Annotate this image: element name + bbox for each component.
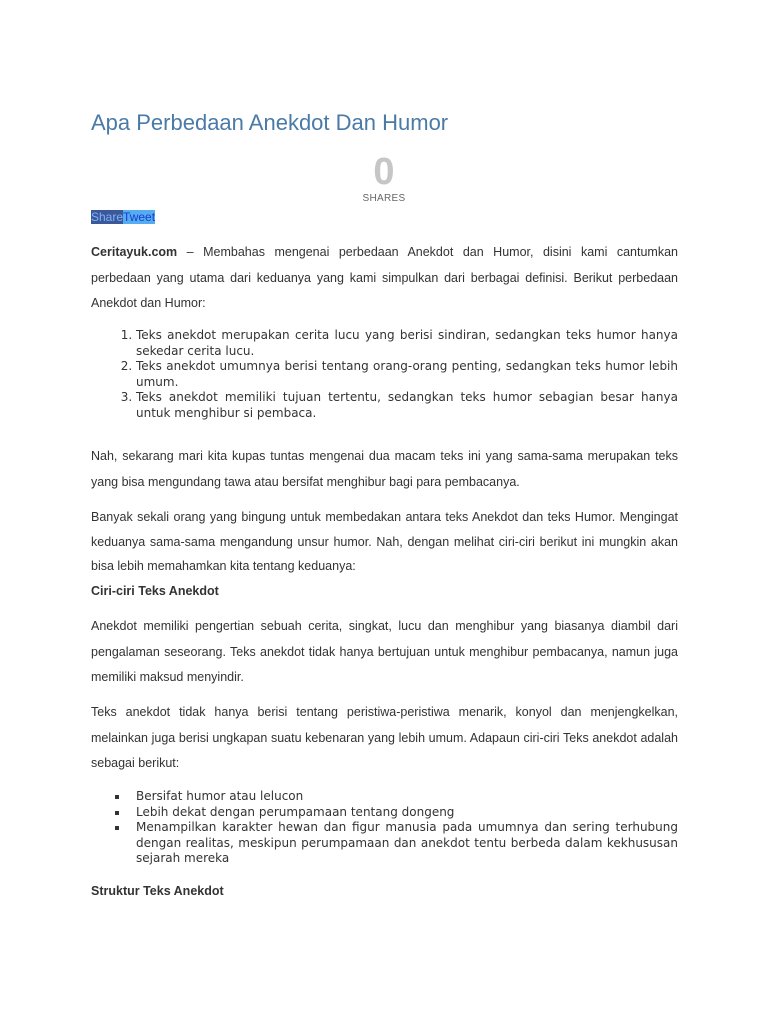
bullet-icon [115, 795, 119, 799]
list-item: 2. Teks anekdot umumnya berisi tentang orang-orang penting, sedangkan teks humor lebih umum. [136, 359, 678, 390]
list-item [136, 805, 678, 821]
paragraph-4: Anekdot memiliki pengertian sebuah cerita, singkat, lucu dan menghibur yang biasanya diambil dari pengalaman seseorang. Teks anekdot tidak hanya bertujuan untuk menghibur pembacanya, namun juga memiliki maksud menyindir. [91, 619, 678, 684]
intro-text: – Membahas mengenai perbedaan Anekdot dan Humor, disini kami cantumkan perbedaan yang utama dari keduanya yang kami simpulkan dari berbagai definisi. Berikut perbedaan Anekdot dan Humor: [91, 245, 678, 310]
list-item: 1. Teks anekdot merupakan cerita lucu yang berisi sindiran, sedangkan teks humor hanya sekedar cerita lucu. [136, 328, 678, 359]
bullet-icon [115, 826, 119, 830]
page-title: Apa Perbedaan Anekdot Dan Humor [91, 110, 449, 135]
paragraph-2: Nah, sekarang mari kita kupas tuntas mengenai dua macam teks ini yang sama-sama merupakan teks yang bisa mengundang tawa atau bersifat menghibur bagi para pembacanya. [91, 449, 678, 489]
characteristics-list [91, 789, 678, 867]
section-heading-struktur: Struktur Teks Anekdot [91, 884, 224, 898]
list-item-text: Lebih dekat dengan perumpamaan tentang dongeng [136, 804, 455, 819]
tweet-button[interactable]: Tweet [123, 210, 156, 224]
paragraph-3: Banyak sekali orang yang bingung untuk membedakan antara teks Anekdot dan teks Humor. Mengingat keduanya sama-sama mengandung unsur humor. Nah, dengan melihat ciri-ciri berikut ini mungkin akan bisa lebih memahamkan kita tentang keduanya: [91, 510, 678, 573]
intro-paragraph [91, 240, 678, 317]
section-heading-ciri-ciri: Ciri-ciri Teks Anekdot [91, 584, 219, 598]
share-count-label: SHARES [362, 193, 406, 204]
bullet-icon [115, 811, 119, 815]
list-item [136, 820, 678, 867]
list-item-text: Bersifat humor atau lelucon [136, 789, 304, 803]
share-button[interactable]: Share [91, 210, 124, 224]
paragraph-5: Teks anekdot tidak hanya berisi tentang peristiwa-peristiwa menarik, konyol dan menjengkelkan, melainkan juga berisi ungkapan suatu kebenaran yang lebih umum. Adapaun ciri-ciri Teks anekdot adalah sebagai berikut: [91, 705, 678, 770]
share-buttons [91, 210, 155, 224]
list-item-text: Menampilkan karakter hewan dan figur manusia pada umumnya dan sering terhubung dengan realitas, meskipun perumpamaan dan anekdot tentu berbeda dalam kekhususan sejarah mereka [136, 820, 678, 865]
differences-list [91, 328, 678, 421]
list-item: 3. Teks anekdot memiliki tujuan tertentu, sedangkan teks humor sebagian besar hanya untuk menghibur si pembaca. [136, 390, 678, 421]
site-name: Ceritayuk.com [91, 245, 178, 259]
list-item [136, 789, 678, 805]
share-counter [346, 150, 422, 204]
share-count: 0 [373, 151, 395, 193]
